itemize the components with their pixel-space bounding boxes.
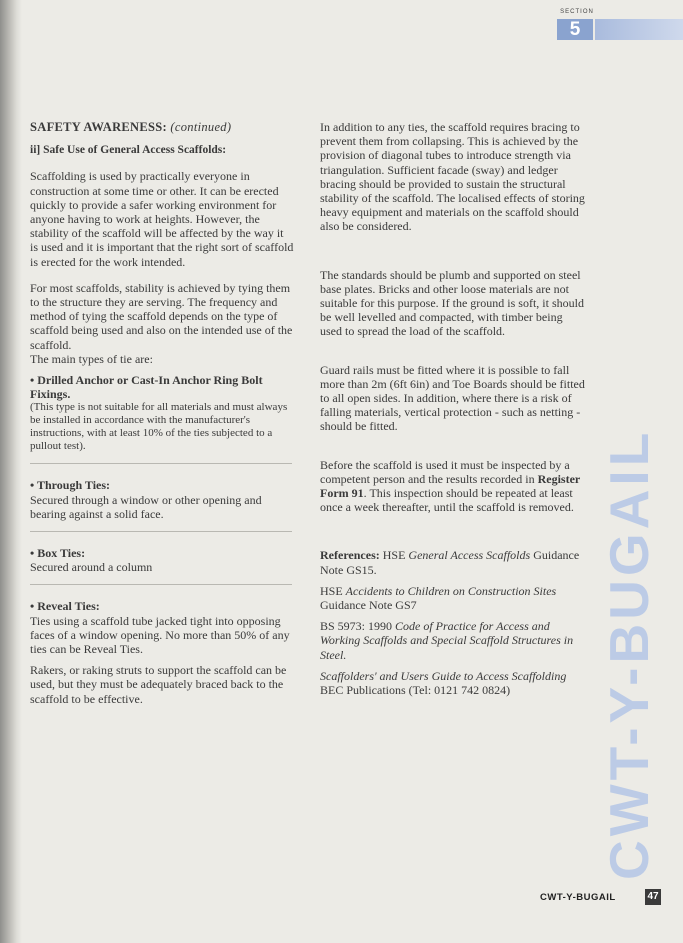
ref-title: Code of Practice for Access and Working Scaffolds and Special Scaffold Structures in Steel. — [320, 619, 574, 662]
footer-brand: CWT-Y-BUGAIL — [540, 892, 616, 903]
heading-continued: (continued) — [170, 120, 232, 134]
section-tab-extension — [595, 19, 683, 40]
ref-text: BEC Publications (Tel: 0121 742 0824) — [320, 683, 511, 698]
ref-text: HSE — [320, 583, 346, 598]
rakers-paragraph: Rakers, or raking struts to support the scaffold can be used, but they must be adequately braced back to the scaffold to be effective. — [30, 663, 287, 706]
ref-text: Guidance Note GS7 — [320, 598, 417, 613]
ref-text: Guidance Note GS15. — [320, 548, 580, 577]
vertical-brand-title: CWT-Y-BUGAIL — [598, 428, 660, 880]
box-ties-title: • Box Ties: — [30, 546, 86, 561]
subheading: ii] Safe Use of General Access Scaffolds: — [30, 144, 227, 157]
section-number: 5 — [557, 19, 593, 40]
ref-title: Accidents to Children on Construction Sites — [345, 583, 557, 598]
divider — [30, 463, 292, 464]
ref-text: BS 5973: 1990 — [320, 619, 396, 634]
divider — [30, 584, 292, 585]
through-ties-text: Secured through a window or other opening and bearing against a solid face. — [30, 492, 262, 521]
page-binding-shadow — [0, 0, 22, 943]
ref-text: HSE — [379, 548, 409, 563]
drilled-anchor-title: • Drilled Anchor or Cast-In Anchor Ring Bolt Fixings. — [30, 373, 263, 402]
page-number: 47 — [645, 889, 661, 905]
left-column — [30, 120, 294, 706]
ref-title: Scaffolders' and Users Guide to Access Scaffolding — [320, 668, 567, 683]
inspection-paragraph — [320, 458, 585, 515]
references-label: References: — [320, 548, 380, 563]
drilled-anchor-text: (This type is not suitable for all materials and must always be installed in accordance with the manufacturer's instructions, with at least 10% of the ties subjected to a pullout test). — [30, 401, 288, 453]
page-heading — [30, 120, 294, 134]
reveal-ties-title: • Reveal Ties: — [30, 599, 100, 614]
box-ties-text: Secured around a column — [30, 560, 153, 575]
intro-paragraph: Scaffolding is used by practically everyone in construction at some time or other. It can be erected quickly to provide a safer working environment for anyone having to work at heights. However, the stability of the scaffold will be affected by the way it is used and it is important that the right sort of scaffold is erected for the work intended. — [30, 169, 294, 269]
section-label: SECTION — [560, 9, 594, 15]
tie-types-intro: The main types of tie are: — [30, 351, 153, 366]
register-form-ref: Register Form 91 — [320, 471, 581, 501]
reference-1 — [320, 548, 585, 576]
reference-3 — [320, 619, 585, 662]
bracing-paragraph: In addition to any ties, the scaffold requires bracing to prevent them from collapsing. This is achieved by the provision of diagonal tubes to introduce strength via triangulation. Sufficient facade (sway) and ledger bracing should be provided to sustain the structural stability of the scaffold. The localised effects of storing heavy equipment and materials on the scaffold should also be considered. — [320, 120, 585, 234]
inspection-text-end: . This inspection should be repeated at least once a week thereafter, until the scaffold is removed. — [320, 486, 574, 515]
stability-paragraph: For most scaffolds, stability is achieved by tying them to the structure they are serving. The frequency and method of tying the scaffold depends on the type of scaffold being used and also on the intended use of the scaffold. — [30, 280, 293, 352]
standards-paragraph: The standards should be plumb and supported on steel base plates. Bricks and other loose materials are not suitable for this purpose. If the ground is soft, it should be well levelled and compacted, with timber being used to spread the load of the scaffold. — [320, 267, 584, 339]
through-ties-title: • Through Ties: — [30, 478, 111, 493]
divider — [30, 531, 292, 532]
reveal-ties-text: Ties using a scaffold tube jacked tight into opposing faces of a window opening. No more than 50% of any ties can be Reveal Ties. — [30, 613, 290, 657]
inspection-text: Before the scaffold is used it must be inspected by a competent person and the results recorded in — [320, 457, 570, 486]
reference-4 — [320, 669, 585, 697]
guard-rails-paragraph: Guard rails must be fitted where it is possible to fall more than 2m (6ft 6in) and Toe Boards should be fitted to all open sides. In addition, where there is a risk of falling materials, vertical protection - such as netting - should be fitted. — [320, 362, 585, 434]
right-column — [320, 120, 585, 697]
reference-2 — [320, 584, 585, 612]
heading-text: SAFETY AWARENESS: — [30, 120, 167, 134]
section-tab — [557, 19, 683, 40]
ref-title: General Access Scaffolds — [408, 548, 531, 563]
